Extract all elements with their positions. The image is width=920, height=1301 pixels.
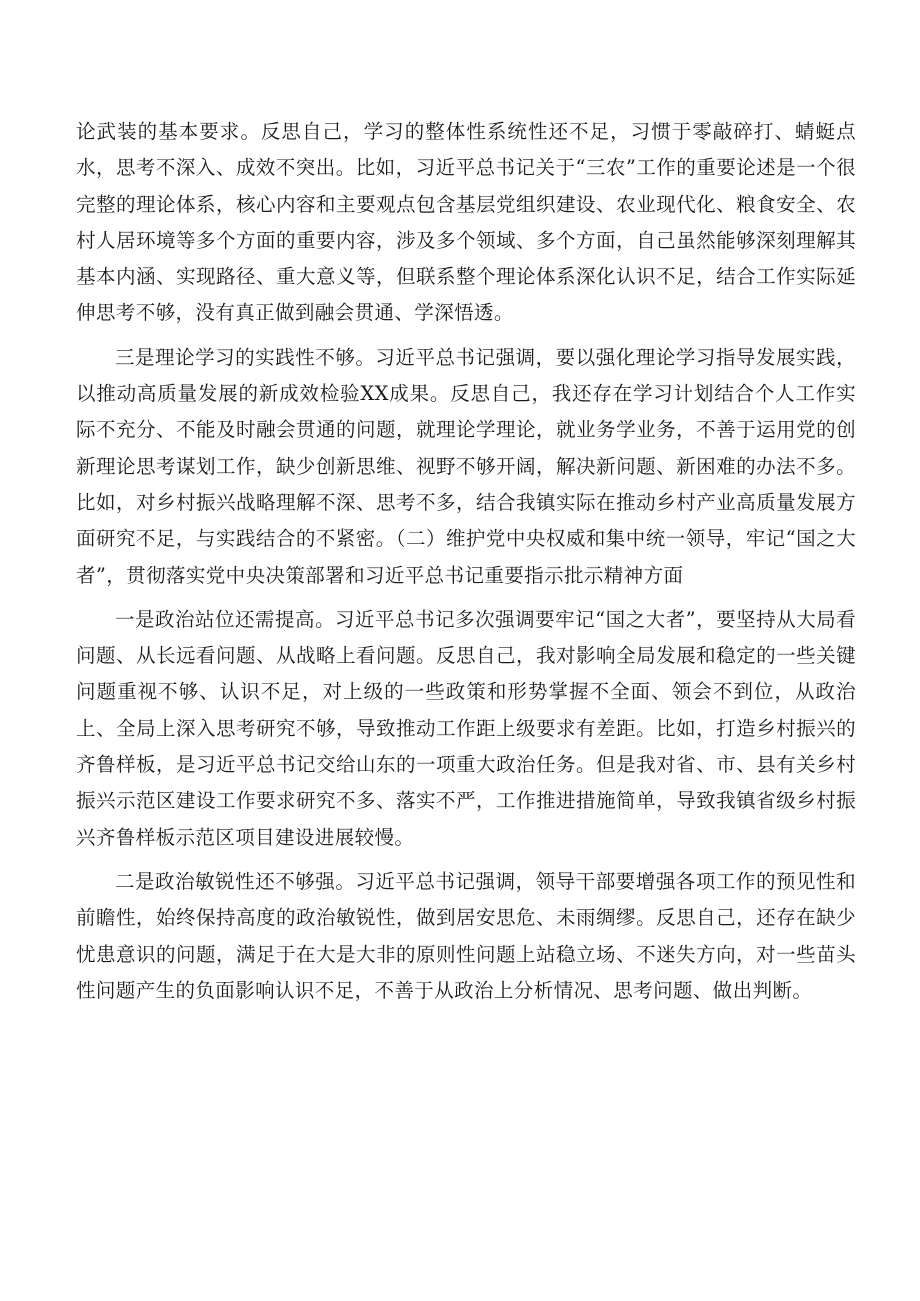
paragraph-theory-practice: 三是理论学习的实践性不够。习近平总书记强调，要以强化理论学习指导发展实践，以推动高质量发展的新成效检验XX成果。反思自己，我还存在学习计划结合个人工作实际不充分、不能及时融会贯通的问题，就理论学理论，就业务学业务，不善于运用党的创新理论思考谋划工作，缺少创新思维、视野不够开阔，解决新问题、新困难的办法不多。比如，对乡村振兴战略理解不深、思考不多，结合我镇实际在推动乡村产业高质量发展方面研究不足，与实践结合的不紧密。（二）维护党中央权威和集中统一领导，牢记“国之大者”，贯彻落实党中央决策部署和习近平总书记重要指示批示精神方面 bbox=[76, 345, 856, 587]
paragraph-gap bbox=[76, 332, 856, 340]
paragraph-continuation: 论武装的基本要求。反思自己，学习的整体性系统性还不足，习惯于零敲碎打、蜻蜓点水，思考不深入、成效不突出。比如，习近平总书记关于“三农”工作的重要论述是一个很完整的理论体系，核心内容和主要观点包含基层党组织建设、农业现代化、粮食安全、农村人居环境等多个方面的重要内容，涉及多个领域、多个方面，自己虽然能够深刻理解其基本内涵、实现路径、重大意义等，但联系整个理论体系深化认识不足，结合工作实际延伸思考不够，没有真正做到融会贯通、学深悟透。 bbox=[76, 120, 856, 325]
paragraph-gap bbox=[76, 594, 856, 602]
paragraph-gap bbox=[76, 856, 856, 864]
paragraph-political-sensitivity: 二是政治敏锐性还不够强。习近平总书记强调，领导干部要增强各项工作的预见性和前瞻性，始终保持高度的政治敏锐性，做到居安思危、未雨绸缪。反思自己，还存在缺少忧患意识的问题，满足于在大是大非的原则性问题上站稳立场、不迷失方向，对一些苗头性问题产生的负面影响认识不足，不善于从政治上分析情况、思考问题、做出判断。 bbox=[76, 869, 856, 1002]
paragraph-political-stance: 一是政治站位还需提高。习近平总书记多次强调要牢记“国之大者”，要坚持从大局看问题、从长远看问题、从战略上看问题。反思自己，我对影响全局发展和稳定的一些关键问题重视不够、认识不足，对上级的一些政策和形势掌握不全面、领会不到位，从政治上、全局上深入思考研究不够，导致推动工作距上级要求有差距。比如，打造乡村振兴的齐鲁样板，是习近平总书记交给山东的一项重大政治任务。但是我对省、市、县有关乡村振兴示范区建设工作要求研究不多、落实不严，工作推进措施简单，导致我镇省级乡村振兴齐鲁样板示范区项目建设进展较慢。 bbox=[76, 607, 856, 849]
document-body bbox=[76, 114, 856, 1009]
